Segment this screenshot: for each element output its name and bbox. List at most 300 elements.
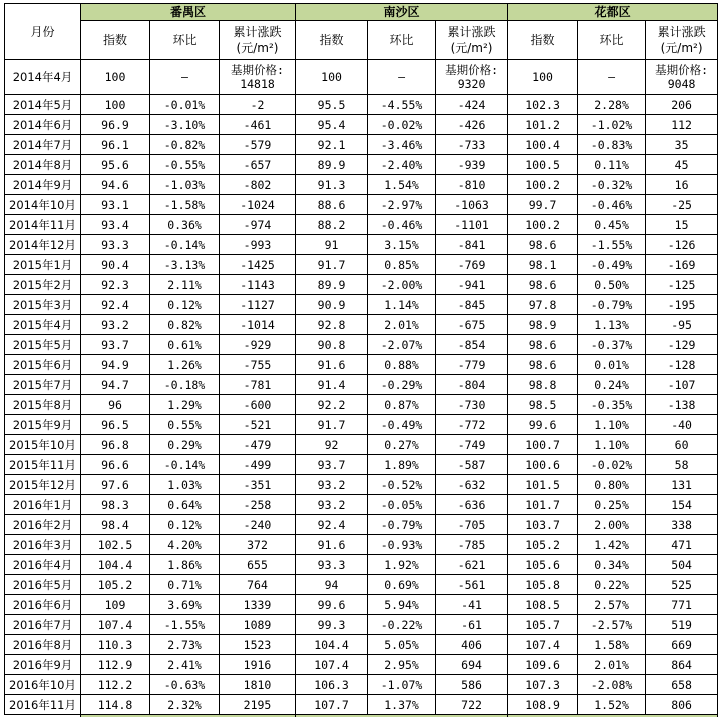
mom-cell: 1.42% xyxy=(578,535,646,555)
month-cell: 2016年8月 xyxy=(5,635,81,655)
mom-cell: 1.52% xyxy=(578,695,646,715)
mom-cell: — xyxy=(368,60,436,95)
mom-cell: -3.10% xyxy=(150,115,220,135)
mom-cell: 2.01% xyxy=(578,655,646,675)
region-header-panyu: 番禺区 xyxy=(81,4,296,21)
cumulative-cell: 15 xyxy=(646,215,718,235)
mom-cell: — xyxy=(150,60,220,95)
cumulative-cell: -802 xyxy=(220,175,296,195)
cumulative-cell: 471 xyxy=(646,535,718,555)
mom-cell: 0.50% xyxy=(578,275,646,295)
month-cell: 2014年12月 xyxy=(5,235,81,255)
cumulative-cell: -1063 xyxy=(436,195,508,215)
table-row xyxy=(5,375,718,395)
month-cell: 2015年5月 xyxy=(5,335,81,355)
cumulative-cell: -129 xyxy=(646,335,718,355)
index-cell: 94.9 xyxy=(81,355,150,375)
cumulative-cell: -107 xyxy=(646,375,718,395)
cumulative-cell: -351 xyxy=(220,475,296,495)
table-row xyxy=(5,175,718,195)
index-cell: 107.3 xyxy=(508,675,578,695)
index-cell: 100.4 xyxy=(508,135,578,155)
index-cell: 104.4 xyxy=(296,635,368,655)
cumulative-cell: -1101 xyxy=(436,215,508,235)
mom-cell: 1.89% xyxy=(368,455,436,475)
cumulative-cell: -461 xyxy=(220,115,296,135)
mom-cell: 1.29% xyxy=(150,395,220,415)
mom-cell: -0.05% xyxy=(368,495,436,515)
month-cell: 2016年11月 xyxy=(5,695,81,715)
index-cell: 98.6 xyxy=(508,275,578,295)
mom-cell: 0.24% xyxy=(578,375,646,395)
mom-cell: -0.29% xyxy=(368,375,436,395)
index-cell: 100.7 xyxy=(508,435,578,455)
table-row xyxy=(5,415,718,435)
mom-cell: 1.10% xyxy=(578,435,646,455)
index-cell: 96.6 xyxy=(81,455,150,475)
index-cell: 107.7 xyxy=(296,695,368,715)
index-column-header: 指数 xyxy=(81,21,150,60)
month-cell: 2015年7月 xyxy=(5,375,81,395)
index-cell: 104.4 xyxy=(81,555,150,575)
month-cell: 2015年1月 xyxy=(5,255,81,275)
index-cell: 108.5 xyxy=(508,595,578,615)
cumulative-cell: -240 xyxy=(220,515,296,535)
cumulative-cell: -779 xyxy=(436,355,508,375)
cumulative-cell: 864 xyxy=(646,655,718,675)
cumulative-cell: 586 xyxy=(436,675,508,695)
mom-cell: 5.94% xyxy=(368,595,436,615)
table-row xyxy=(5,315,718,335)
month-cell: 2016年5月 xyxy=(5,575,81,595)
month-cell: 2015年9月 xyxy=(5,415,81,435)
mom-cell: -0.55% xyxy=(150,155,220,175)
mom-cell: 0.22% xyxy=(578,575,646,595)
mom-cell: -0.35% xyxy=(578,395,646,415)
cumulative-cell: -195 xyxy=(646,295,718,315)
mom-cell: -0.79% xyxy=(578,295,646,315)
mom-cell: 0.82% xyxy=(150,315,220,335)
mom-cell: 0.01% xyxy=(578,355,646,375)
mom-cell: 1.58% xyxy=(578,635,646,655)
month-cell: 2014年7月 xyxy=(5,135,81,155)
table-row xyxy=(5,575,718,595)
cumulative-cell: -730 xyxy=(436,395,508,415)
table-row xyxy=(5,675,718,695)
price-index-table xyxy=(4,3,718,717)
mom-cell: 3.69% xyxy=(150,595,220,615)
index-cell: 97.8 xyxy=(508,295,578,315)
month-cell: 2015年4月 xyxy=(5,315,81,335)
cumulative-cell: 372 xyxy=(220,535,296,555)
cumulative-cell: -769 xyxy=(436,255,508,275)
cumulative-cell: -675 xyxy=(436,315,508,335)
mom-cell: 0.71% xyxy=(150,575,220,595)
month-cell: 2016年2月 xyxy=(5,515,81,535)
mom-cell: 1.03% xyxy=(150,475,220,495)
index-cell: 93.2 xyxy=(81,315,150,335)
cumulative-cell: 45 xyxy=(646,155,718,175)
mom-cell: -2.07% xyxy=(368,335,436,355)
cumulative-cell: -479 xyxy=(220,435,296,455)
index-cell: 90.9 xyxy=(296,295,368,315)
index-cell: 105.2 xyxy=(508,535,578,555)
mom-cell: 2.00% xyxy=(578,515,646,535)
cumulative-cell: -125 xyxy=(646,275,718,295)
cumulative-cell: -810 xyxy=(436,175,508,195)
index-cell: 99.7 xyxy=(508,195,578,215)
mom-cell: -0.46% xyxy=(578,195,646,215)
cumulative-cell: -749 xyxy=(436,435,508,455)
table-row xyxy=(5,635,718,655)
cumulative-cell: -929 xyxy=(220,335,296,355)
cumulative-cell: 1339 xyxy=(220,595,296,615)
index-cell: 105.6 xyxy=(508,555,578,575)
mom-cell: -0.63% xyxy=(150,675,220,695)
index-cell: 89.9 xyxy=(296,155,368,175)
index-cell: 98.6 xyxy=(508,235,578,255)
month-cell: 2015年12月 xyxy=(5,475,81,495)
table-row xyxy=(5,655,718,675)
mom-cell: 0.61% xyxy=(150,335,220,355)
index-cell: 92.1 xyxy=(296,135,368,155)
index-cell: 99.6 xyxy=(296,595,368,615)
index-cell: 108.9 xyxy=(508,695,578,715)
month-cell: 2016年10月 xyxy=(5,675,81,695)
index-cell: 100 xyxy=(508,60,578,95)
mom-cell: 0.36% xyxy=(150,215,220,235)
index-cell: 96.8 xyxy=(81,435,150,455)
cumulative-cell: -579 xyxy=(220,135,296,155)
mom-cell: -0.02% xyxy=(368,115,436,135)
month-cell: 2016年6月 xyxy=(5,595,81,615)
cumulative-cell: -41 xyxy=(436,595,508,615)
index-cell: 100.2 xyxy=(508,215,578,235)
cumulative-cell: 658 xyxy=(646,675,718,695)
index-cell: 100 xyxy=(81,95,150,115)
cumulative-cell: 338 xyxy=(646,515,718,535)
cumulative-cell: -1024 xyxy=(220,195,296,215)
index-cell: 98.5 xyxy=(508,395,578,415)
index-cell: 105.2 xyxy=(81,575,150,595)
index-cell: 95.6 xyxy=(81,155,150,175)
index-cell: 90.4 xyxy=(81,255,150,275)
cumulative-cell: -636 xyxy=(436,495,508,515)
month-cell: 2014年11月 xyxy=(5,215,81,235)
mom-cell: 2.32% xyxy=(150,695,220,715)
cumulative-cell: -169 xyxy=(646,255,718,275)
mom-cell: -0.02% xyxy=(578,455,646,475)
index-cell: 110.3 xyxy=(81,635,150,655)
cumulative-cell: -854 xyxy=(436,335,508,355)
table-row xyxy=(5,95,718,115)
table-row xyxy=(5,595,718,615)
cumulative-cell: -600 xyxy=(220,395,296,415)
month-column-header: 月份 xyxy=(5,4,81,60)
cumulative-cell: 131 xyxy=(646,475,718,495)
mom-cell: 5.05% xyxy=(368,635,436,655)
mom-cell: 0.69% xyxy=(368,575,436,595)
table-row xyxy=(5,275,718,295)
table-row xyxy=(5,515,718,535)
cumulative-cell: -993 xyxy=(220,235,296,255)
index-cell: 99.6 xyxy=(508,415,578,435)
mom-cell: 0.85% xyxy=(368,255,436,275)
mom-cell: -0.79% xyxy=(368,515,436,535)
index-cell: 93.2 xyxy=(296,475,368,495)
base-price-cell: 基期价格: 9320 xyxy=(436,60,508,95)
index-cell: 101.7 xyxy=(508,495,578,515)
cumulative-cell: -426 xyxy=(436,115,508,135)
mom-cell: 0.80% xyxy=(578,475,646,495)
index-cell: 99.3 xyxy=(296,615,368,635)
mom-cell: 2.11% xyxy=(150,275,220,295)
mom-cell: -1.58% xyxy=(150,195,220,215)
index-cell: 91.6 xyxy=(296,355,368,375)
month-cell: 2015年10月 xyxy=(5,435,81,455)
mom-cell: -0.37% xyxy=(578,335,646,355)
cumulative-cell: -126 xyxy=(646,235,718,255)
cumulative-cell: 722 xyxy=(436,695,508,715)
mom-cell: 0.55% xyxy=(150,415,220,435)
cumulative-cell: 112 xyxy=(646,115,718,135)
cumulative-cell: -1014 xyxy=(220,315,296,335)
base-price-cell: 基期价格: 9048 xyxy=(646,60,718,95)
cumulative-cell: -138 xyxy=(646,395,718,415)
cumulative-cell: 406 xyxy=(436,635,508,655)
index-column-header: 指数 xyxy=(296,21,368,60)
index-cell: 95.4 xyxy=(296,115,368,135)
cumulative-cell: 60 xyxy=(646,435,718,455)
cumulative-cell: 16 xyxy=(646,175,718,195)
mom-cell: 2.01% xyxy=(368,315,436,335)
month-cell: 2015年6月 xyxy=(5,355,81,375)
index-cell: 91 xyxy=(296,235,368,255)
index-cell: 98.6 xyxy=(508,335,578,355)
index-cell: 95.5 xyxy=(296,95,368,115)
index-cell: 105.7 xyxy=(508,615,578,635)
index-cell: 101.2 xyxy=(508,115,578,135)
cumulative-cell: 525 xyxy=(646,575,718,595)
mom-cell: 1.54% xyxy=(368,175,436,195)
mom-cell: -1.07% xyxy=(368,675,436,695)
cumulative-cell: 1916 xyxy=(220,655,296,675)
index-cell: 114.8 xyxy=(81,695,150,715)
index-cell: 91.7 xyxy=(296,415,368,435)
index-cell: 93.1 xyxy=(81,195,150,215)
mom-cell: 0.25% xyxy=(578,495,646,515)
mom-cell: -2.08% xyxy=(578,675,646,695)
base-period-row xyxy=(5,60,718,95)
mom-cell: 0.27% xyxy=(368,435,436,455)
index-cell: 107.4 xyxy=(296,655,368,675)
index-cell: 102.5 xyxy=(81,535,150,555)
cumulative-cell: 1810 xyxy=(220,675,296,695)
mom-cell: -1.55% xyxy=(150,615,220,635)
mom-cell: -0.22% xyxy=(368,615,436,635)
table-row xyxy=(5,615,718,635)
cumulative-cell: 771 xyxy=(646,595,718,615)
cumulative-cell: -845 xyxy=(436,295,508,315)
index-cell: 93.7 xyxy=(296,455,368,475)
month-cell: 2014年9月 xyxy=(5,175,81,195)
index-cell: 96.5 xyxy=(81,415,150,435)
index-cell: 88.6 xyxy=(296,195,368,215)
cumulative-cell: 154 xyxy=(646,495,718,515)
mom-cell: 1.86% xyxy=(150,555,220,575)
mom-cell: 2.95% xyxy=(368,655,436,675)
cumulative-cell: 694 xyxy=(436,655,508,675)
table-row xyxy=(5,555,718,575)
mom-cell: -1.03% xyxy=(150,175,220,195)
month-cell: 2016年3月 xyxy=(5,535,81,555)
mom-cell: -2.57% xyxy=(578,615,646,635)
table-row xyxy=(5,295,718,315)
mom-cell: -0.14% xyxy=(150,235,220,255)
mom-cell: -0.14% xyxy=(150,455,220,475)
table-row xyxy=(5,215,718,235)
month-cell: 2015年2月 xyxy=(5,275,81,295)
mom-cell: 2.57% xyxy=(578,595,646,615)
mom-cell: 0.64% xyxy=(150,495,220,515)
mom-cell: 0.11% xyxy=(578,155,646,175)
index-cell: 98.1 xyxy=(508,255,578,275)
index-cell: 98.4 xyxy=(81,515,150,535)
table-row xyxy=(5,535,718,555)
index-cell: 94 xyxy=(296,575,368,595)
mom-cell: 0.88% xyxy=(368,355,436,375)
month-cell: 2016年1月 xyxy=(5,495,81,515)
cumulative-cell: 504 xyxy=(646,555,718,575)
mom-column-header: 环比 xyxy=(578,21,646,60)
month-cell: 2014年8月 xyxy=(5,155,81,175)
index-cell: 93.2 xyxy=(296,495,368,515)
index-cell: 94.6 xyxy=(81,175,150,195)
index-cell: 93.4 xyxy=(81,215,150,235)
index-cell: 90.8 xyxy=(296,335,368,355)
table-row xyxy=(5,335,718,355)
cumulative-cell: -424 xyxy=(436,95,508,115)
index-cell: 109.6 xyxy=(508,655,578,675)
index-cell: 88.2 xyxy=(296,215,368,235)
mom-cell: -0.49% xyxy=(368,415,436,435)
index-cell: 109 xyxy=(81,595,150,615)
index-cell: 102.3 xyxy=(508,95,578,115)
table-row xyxy=(5,135,718,155)
index-cell: 94.7 xyxy=(81,375,150,395)
table-row xyxy=(5,255,718,275)
cumulative-cell: -733 xyxy=(436,135,508,155)
cumulative-cell: -705 xyxy=(436,515,508,535)
index-cell: 105.8 xyxy=(508,575,578,595)
cumulative-cell: 2195 xyxy=(220,695,296,715)
mom-cell: 1.37% xyxy=(368,695,436,715)
month-cell: 2016年4月 xyxy=(5,555,81,575)
index-cell: 96.9 xyxy=(81,115,150,135)
month-cell: 2014年6月 xyxy=(5,115,81,135)
cumulative-cell: -1425 xyxy=(220,255,296,275)
region-header-nansha: 南沙区 xyxy=(296,4,508,21)
month-cell: 2015年3月 xyxy=(5,295,81,315)
index-cell: 91.6 xyxy=(296,535,368,555)
cumulative-column-header: 累计涨跌 (元/m²) xyxy=(436,21,508,60)
mom-cell: -2.97% xyxy=(368,195,436,215)
cumulative-cell: -61 xyxy=(436,615,508,635)
mom-cell: -1.55% xyxy=(578,235,646,255)
cumulative-cell: 1089 xyxy=(220,615,296,635)
mom-cell: 1.14% xyxy=(368,295,436,315)
mom-cell: 3.15% xyxy=(368,235,436,255)
cumulative-cell: -941 xyxy=(436,275,508,295)
month-cell: 2014年5月 xyxy=(5,95,81,115)
cumulative-cell: 806 xyxy=(646,695,718,715)
index-cell: 100 xyxy=(81,60,150,95)
cumulative-cell: -25 xyxy=(646,195,718,215)
index-cell: 112.9 xyxy=(81,655,150,675)
mom-cell: 0.45% xyxy=(578,215,646,235)
mom-cell: -4.55% xyxy=(368,95,436,115)
mom-cell: -0.32% xyxy=(578,175,646,195)
cumulative-cell: -755 xyxy=(220,355,296,375)
mom-cell: -2.40% xyxy=(368,155,436,175)
table-row xyxy=(5,155,718,175)
mom-cell: -2.00% xyxy=(368,275,436,295)
index-cell: 92.4 xyxy=(81,295,150,315)
index-cell: 100.5 xyxy=(508,155,578,175)
index-cell: 89.9 xyxy=(296,275,368,295)
mom-cell: 0.34% xyxy=(578,555,646,575)
index-cell: 92.8 xyxy=(296,315,368,335)
cumulative-cell: -128 xyxy=(646,355,718,375)
index-cell: 100.6 xyxy=(508,455,578,475)
cumulative-cell: 206 xyxy=(646,95,718,115)
month-cell: 2016年9月 xyxy=(5,655,81,675)
table-row xyxy=(5,235,718,255)
cumulative-cell: 669 xyxy=(646,635,718,655)
index-cell: 98.3 xyxy=(81,495,150,515)
month-cell: 2014年4月 xyxy=(5,60,81,95)
index-cell: 92.2 xyxy=(296,395,368,415)
cumulative-cell: -2 xyxy=(220,95,296,115)
mom-cell: 1.92% xyxy=(368,555,436,575)
cumulative-cell: -841 xyxy=(436,235,508,255)
mom-cell: 0.12% xyxy=(150,515,220,535)
mom-cell: -0.01% xyxy=(150,95,220,115)
table-row xyxy=(5,195,718,215)
mom-cell: -0.52% xyxy=(368,475,436,495)
index-cell: 107.4 xyxy=(508,635,578,655)
mom-cell: -3.13% xyxy=(150,255,220,275)
mom-cell: -1.02% xyxy=(578,115,646,135)
index-cell: 92.3 xyxy=(81,275,150,295)
table-row xyxy=(5,495,718,515)
cumulative-cell: -521 xyxy=(220,415,296,435)
month-cell: 2014年10月 xyxy=(5,195,81,215)
mom-cell: -0.83% xyxy=(578,135,646,155)
index-cell: 98.8 xyxy=(508,375,578,395)
index-cell: 98.9 xyxy=(508,315,578,335)
mom-cell: -3.46% xyxy=(368,135,436,155)
mom-cell: 2.41% xyxy=(150,655,220,675)
cumulative-cell: 764 xyxy=(220,575,296,595)
cumulative-cell: 655 xyxy=(220,555,296,575)
cumulative-cell: -621 xyxy=(436,555,508,575)
table-row xyxy=(5,115,718,135)
index-cell: 92 xyxy=(296,435,368,455)
index-cell: 100.2 xyxy=(508,175,578,195)
cumulative-cell: -785 xyxy=(436,535,508,555)
month-cell: 2015年8月 xyxy=(5,395,81,415)
